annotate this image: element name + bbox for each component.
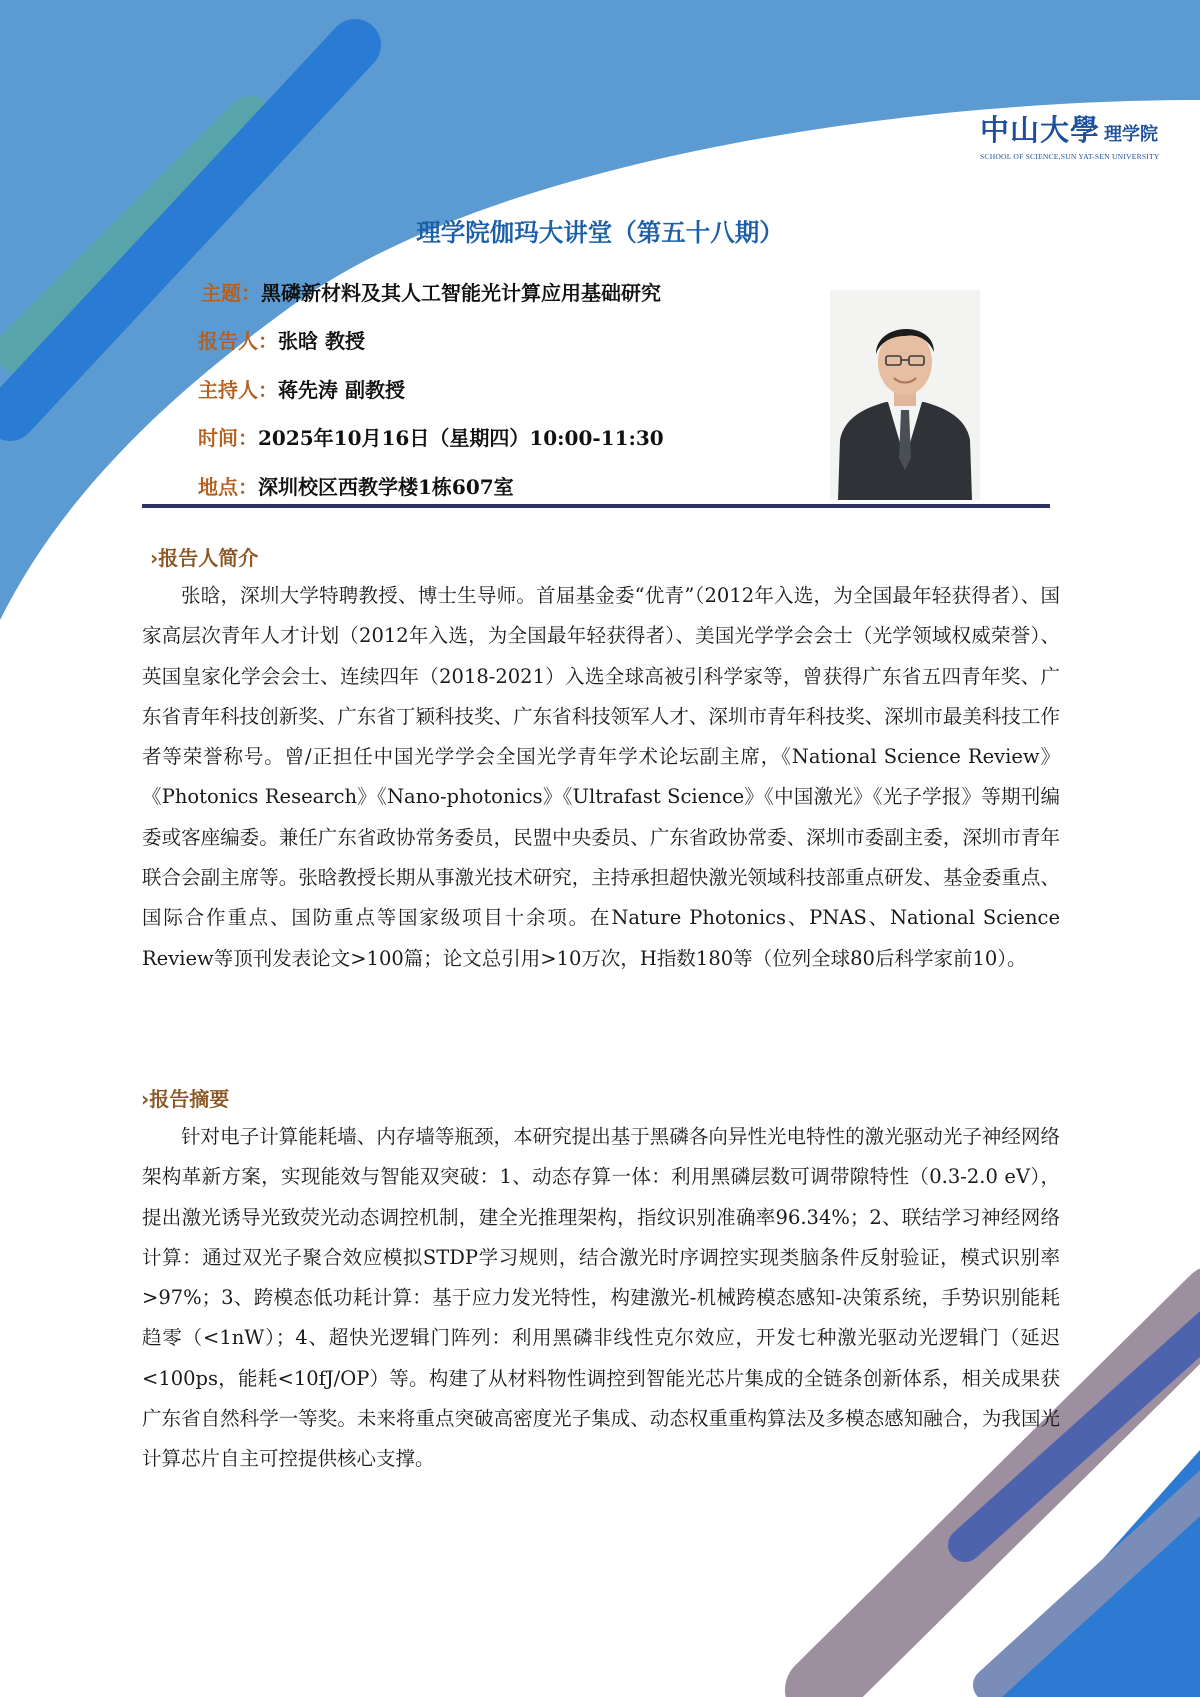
topic-row [201, 277, 661, 309]
abstract-paragraph: 针对电子计算能耗墙、内存墙等瓶颈，本研究提出基于黑磷各向异性光电特性的激光驱动光子神经网络架构革新方案，实现能效与智能双突破：1、动态存算一体：利用黑磷层数可调带隙特性（0.3-2.0 eV），提出激光诱导光致荧光动态调控机制，建全光推理架构，指纹识别准确率96.34%；2、联结学习神经网络计算：通过双光子聚合效应模拟STDP学习规则，结合激光时序调控实现类脑条件反射验证，模式识别率 >97%；3、跨模态低功耗计算：基于应力发光特性，构建激光-机械跨模态感知-决策系统，手势识别能耗趋零（<1nW）；4、超快光逻辑门阵列：利用黑磷非线性克尔效应，开发七种激光驱动光逻辑门（延迟<100ps，能耗<10fJ/OP）等。构建了从材料物性调控到智能光芯片集成的全链条创新体系，相关成果获广东省自然科学一等奖。未来将重点突破高密度光子集成、动态权重重构算法及多模态感知融合，为我国光计算芯片自主可控提供核心支撑。 [142, 1125, 1060, 1471]
time-label: 时间： [198, 426, 258, 450]
host-label: 主持人： [198, 378, 278, 402]
topic-label: 主题： [201, 281, 261, 305]
page-title: 理学院伽玛大讲堂（第五十八期） [416, 218, 784, 247]
place-label: 地点： [198, 475, 258, 499]
time-row [198, 422, 664, 454]
bio-heading: ›报告人简介 [150, 546, 259, 570]
speaker-row [198, 325, 365, 357]
logo-english-name: SCHOOL OF SCIENCE,SUN YAT-SEN UNIVERSITY [980, 152, 1160, 161]
host-value: 蒋先涛 副教授 [278, 378, 405, 402]
speaker-portrait [830, 290, 980, 500]
place-value: 深圳校区西教学楼1栋607室 [258, 475, 514, 499]
speaker-value: 张晗 教授 [278, 329, 365, 353]
university-logo [980, 108, 1170, 161]
topic-value: 黑磷新材料及其人工智能光计算应用基础研究 [261, 281, 661, 305]
logo-department-name: 理学院 [1104, 124, 1159, 145]
bio-paragraph: 张晗，深圳大学特聘教授、博士生导师。首届基金委“优青”（2012年入选，为全国最年轻获得者）、国家高层次青年人才计划（2012年入选，为全国最年轻获得者）、美国光学学会会士（光学领域权威荣誉）、英国皇家化学会会士、连续四年（2018-2021）入选全球高被引科学家等，曾获得广东省五四青年奖、广东省青年科技创新奖、广东省丁颖科技奖、广东省科技领军人才、深圳市青年科技奖、深圳市最美科技工作者等荣誉称号。曾/正担任中国光学学会全国光学青年学术论坛副主席，《National Science Review》《Photonics Research》《Nano-photonics》《Ultrafast Science》《中国激光》《光子学报》等期刊编委或客座编委。兼任广东省政协常务委员，民盟中央委员、广东省政协常委、深圳市委副主委，深圳市青年联合会副主席等。张晗教授长期从事激光技术研究，主持承担超快激光领域科技部重点研发、基金委重点、国际合作重点、国防重点等国家级项目十余项。在Nature Photonics、PNAS、National Science Review等顶刊发表论文>100篇；论文总引用>10万次，H指数180等（位列全球80后科学家前10）。 [142, 584, 1060, 970]
place-row [198, 471, 514, 503]
logo-university-name: 中山大學 [980, 113, 1101, 147]
speaker-label: 报告人： [198, 329, 278, 353]
abstract-heading: ›报告摘要 [141, 1087, 230, 1111]
host-row [198, 374, 405, 406]
header-divider [142, 504, 1050, 508]
time-value: 2025年10月16日（星期四）10:00-11:30 [258, 426, 664, 450]
